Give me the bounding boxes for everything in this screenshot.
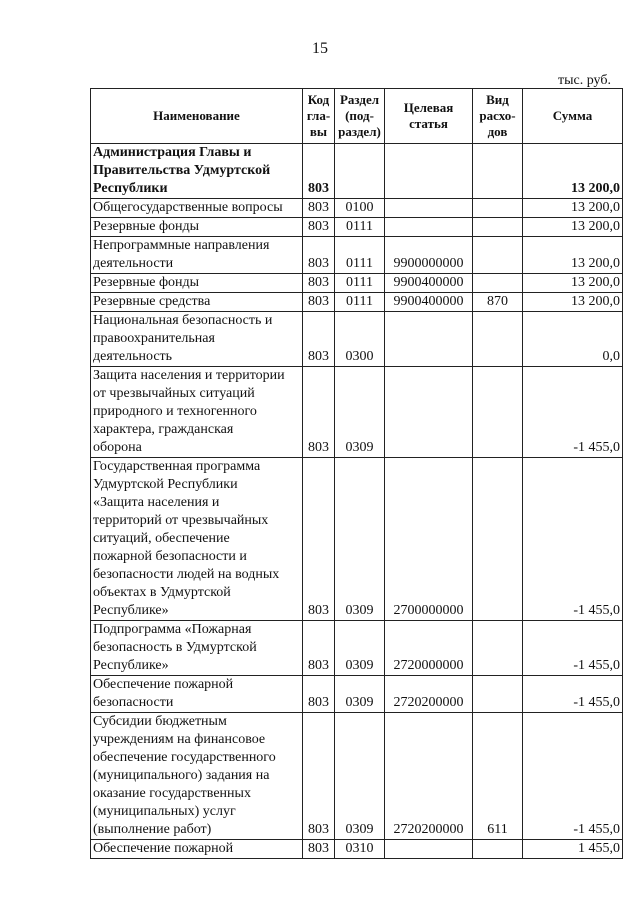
row-section-cell: 0309 — [335, 367, 385, 458]
table-body — [91, 144, 623, 859]
table-row — [91, 144, 623, 199]
row-target-cell: 2700000000 — [385, 458, 473, 621]
row-name-cell: Администрация Главы и Правительства Удмуртской Республики — [91, 144, 303, 199]
table-row — [91, 237, 623, 274]
header-amount: Сумма — [523, 89, 623, 144]
row-section-cell: 0300 — [335, 312, 385, 367]
row-target-cell: 9900400000 — [385, 274, 473, 293]
row-amount-cell: -1 455,0 — [523, 458, 623, 621]
row-code-cell: 803 — [303, 199, 335, 218]
table-row — [91, 367, 623, 458]
row-amount-cell: -1 455,0 — [523, 676, 623, 713]
row-kind-cell: 870 — [473, 293, 523, 312]
row-target-cell: 9900400000 — [385, 293, 473, 312]
row-section-cell — [335, 144, 385, 199]
row-name-cell: Субсидии бюджетным учреждениям на финансовое обеспечение государственного (муниципального) задания на оказание государственных (муниципальных) услуг (выполнение работ) — [91, 713, 303, 840]
table-row — [91, 458, 623, 621]
row-amount-cell: -1 455,0 — [523, 621, 623, 676]
row-code-cell: 803 — [303, 218, 335, 237]
row-amount-cell: 13 200,0 — [523, 293, 623, 312]
row-name-cell: Обеспечение пожарной — [91, 840, 303, 859]
row-target-cell — [385, 144, 473, 199]
row-kind-cell: 611 — [473, 713, 523, 840]
row-kind-cell — [473, 458, 523, 621]
table-row — [91, 293, 623, 312]
table-row — [91, 218, 623, 237]
row-section-cell: 0309 — [335, 713, 385, 840]
row-target-cell — [385, 312, 473, 367]
unit-label: тыс. руб. — [558, 73, 611, 88]
row-name-cell: Резервные фонды — [91, 274, 303, 293]
row-kind-cell — [473, 312, 523, 367]
budget-table — [90, 88, 623, 859]
header-section: Раздел (под- раздел) — [335, 89, 385, 144]
row-amount-cell: 13 200,0 — [523, 218, 623, 237]
row-amount-cell: -1 455,0 — [523, 713, 623, 840]
row-section-cell: 0309 — [335, 621, 385, 676]
row-code-cell: 803 — [303, 676, 335, 713]
row-name-cell: Резервные фонды — [91, 218, 303, 237]
row-target-cell: 2720200000 — [385, 676, 473, 713]
row-code-cell: 803 — [303, 144, 335, 199]
row-kind-cell — [473, 274, 523, 293]
header-name: Наименование — [91, 89, 303, 144]
row-target-cell — [385, 199, 473, 218]
row-kind-cell — [473, 676, 523, 713]
row-target-cell — [385, 367, 473, 458]
row-kind-cell — [473, 199, 523, 218]
row-kind-cell — [473, 621, 523, 676]
row-code-cell: 803 — [303, 367, 335, 458]
row-code-cell: 803 — [303, 312, 335, 367]
row-section-cell: 0111 — [335, 237, 385, 274]
row-amount-cell: 13 200,0 — [523, 237, 623, 274]
row-code-cell: 803 — [303, 840, 335, 859]
row-code-cell: 803 — [303, 458, 335, 621]
row-target-cell — [385, 840, 473, 859]
table-row — [91, 274, 623, 293]
row-name-cell: Защита населения и территории от чрезвычайных ситуаций природного и техногенного характера, гражданская оборона — [91, 367, 303, 458]
row-name-cell: Подпрограмма «Пожарная безопасность в Удмуртской Республике» — [91, 621, 303, 676]
row-name-cell: Резервные средства — [91, 293, 303, 312]
table-row — [91, 713, 623, 840]
row-code-cell: 803 — [303, 274, 335, 293]
row-kind-cell — [473, 237, 523, 274]
table-header-row — [91, 89, 623, 144]
header-kind: Вид расхо- дов — [473, 89, 523, 144]
row-target-cell — [385, 218, 473, 237]
row-kind-cell — [473, 840, 523, 859]
row-section-cell: 0100 — [335, 199, 385, 218]
row-section-cell: 0309 — [335, 458, 385, 621]
row-kind-cell — [473, 367, 523, 458]
table-row — [91, 312, 623, 367]
row-section-cell: 0309 — [335, 676, 385, 713]
row-amount-cell: 1 455,0 — [523, 840, 623, 859]
row-name-cell: Общегосударственные вопросы — [91, 199, 303, 218]
row-name-cell: Непрограммные направления деятельности — [91, 237, 303, 274]
row-amount-cell: -1 455,0 — [523, 367, 623, 458]
row-code-cell: 803 — [303, 621, 335, 676]
row-kind-cell — [473, 218, 523, 237]
row-target-cell: 9900000000 — [385, 237, 473, 274]
row-kind-cell — [473, 144, 523, 199]
row-name-cell: Обеспечение пожарной безопасности — [91, 676, 303, 713]
row-section-cell: 0111 — [335, 274, 385, 293]
row-amount-cell: 0,0 — [523, 312, 623, 367]
row-code-cell: 803 — [303, 713, 335, 840]
row-section-cell: 0111 — [335, 218, 385, 237]
table-row — [91, 621, 623, 676]
header-target: Целевая статья — [385, 89, 473, 144]
row-code-cell: 803 — [303, 293, 335, 312]
table-row — [91, 840, 623, 859]
header-code: Код гла- вы — [303, 89, 335, 144]
row-amount-cell: 13 200,0 — [523, 144, 623, 199]
row-code-cell: 803 — [303, 237, 335, 274]
row-target-cell: 2720200000 — [385, 713, 473, 840]
row-amount-cell: 13 200,0 — [523, 274, 623, 293]
page-number: 15 — [312, 40, 328, 57]
table-row — [91, 199, 623, 218]
row-name-cell: Государственная программа Удмуртской Республики «Защита населения и территорий от чрезвычайных ситуаций, обеспечение пожарной безопасности и безопасности людей на водных объектах в Удмуртской Республике» — [91, 458, 303, 621]
row-section-cell: 0310 — [335, 840, 385, 859]
row-target-cell: 2720000000 — [385, 621, 473, 676]
table-row — [91, 676, 623, 713]
row-amount-cell: 13 200,0 — [523, 199, 623, 218]
row-name-cell: Национальная безопасность и правоохранительная деятельность — [91, 312, 303, 367]
row-section-cell: 0111 — [335, 293, 385, 312]
